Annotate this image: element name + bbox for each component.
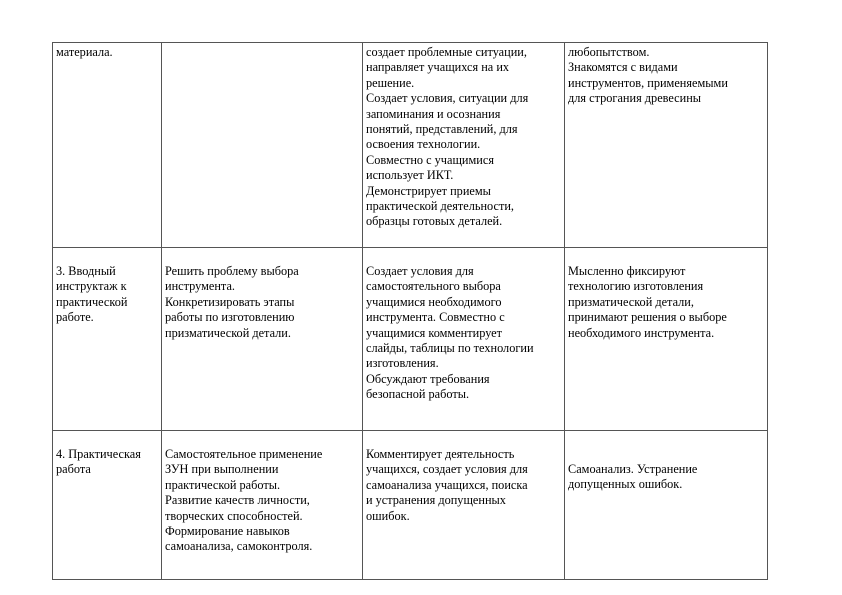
teacher-activity-cell bbox=[363, 248, 565, 431]
cell-line: для строгания древесины bbox=[568, 91, 702, 106]
cell-line: решение. bbox=[366, 75, 415, 90]
cell-line: Самостоятельное применение bbox=[165, 447, 323, 461]
student-activity-cell bbox=[565, 248, 768, 431]
cell-line: самостоятельного выбора bbox=[366, 279, 501, 294]
cell-line: Создает условия для bbox=[366, 264, 474, 278]
lesson-plan-table bbox=[52, 42, 768, 580]
cell-line: Решить проблему выбора bbox=[165, 264, 299, 278]
cell-line: Формирование навыков bbox=[165, 524, 290, 539]
stage-cell bbox=[53, 43, 162, 248]
cell-line: образцы готовых деталей. bbox=[366, 214, 503, 229]
teacher-activity-cell bbox=[363, 43, 565, 248]
cell-line: самоанализа учащихся, поиска bbox=[366, 477, 528, 492]
cell-line: учащимися необходимого bbox=[366, 294, 502, 309]
cell-line: изготовления. bbox=[366, 356, 439, 371]
cell-line: учащихся, создает условия для bbox=[366, 462, 528, 477]
cell-line: Развитие качеств личности, bbox=[165, 493, 310, 508]
cell-line: 4. Практическая bbox=[56, 447, 141, 461]
cell-line: инструментов, применяемыми bbox=[568, 75, 728, 90]
cell-line: Конкретизировать этапы bbox=[165, 294, 295, 309]
cell-line: творческих способностей. bbox=[165, 508, 303, 523]
cell-line: Комментирует деятельность bbox=[366, 447, 515, 461]
cell-line: направляет учащихся на их bbox=[366, 60, 510, 75]
cell-line: работе. bbox=[56, 310, 94, 325]
cell-line: ЗУН при выполнении bbox=[165, 462, 279, 477]
cell-line: практической работы. bbox=[165, 477, 281, 492]
cell-line: Самоанализ. Устранение bbox=[568, 462, 698, 476]
cell-line: создает проблемные ситуации, bbox=[366, 45, 527, 59]
cell-line: Обсуждают требования bbox=[366, 371, 490, 386]
stage-cell bbox=[53, 248, 162, 431]
table-row bbox=[53, 43, 768, 248]
stage-cell bbox=[53, 431, 162, 580]
student-activity-cell bbox=[565, 431, 768, 580]
cell-line: работа bbox=[56, 462, 91, 477]
cell-line: использует ИКТ. bbox=[366, 168, 454, 183]
goals-cell bbox=[162, 248, 363, 431]
cell-line: необходимого инструмента. bbox=[568, 325, 715, 340]
cell-line: инструктаж к bbox=[56, 279, 127, 294]
cell-line: инструмента. bbox=[165, 279, 235, 294]
cell-line: самоанализа, самоконтроля. bbox=[165, 539, 313, 554]
cell-line: допущенных ошибок. bbox=[568, 477, 683, 492]
cell-line: Демонстрирует приемы bbox=[366, 183, 491, 198]
cell-line: безопасной работы. bbox=[366, 387, 470, 402]
cell-line: Знакомятся с видами bbox=[568, 60, 678, 75]
goals-cell bbox=[162, 43, 363, 248]
table-row bbox=[53, 431, 768, 580]
cell-line: ошибок. bbox=[366, 508, 410, 523]
teacher-activity-cell bbox=[363, 431, 565, 580]
cell-line: призматической детали. bbox=[165, 325, 291, 340]
cell-line: практической bbox=[56, 294, 128, 309]
cell-line: Совместно с учащимися bbox=[366, 152, 494, 167]
cell-line: и устранения допущенных bbox=[366, 493, 506, 508]
cell-line: Создает условия, ситуации для bbox=[366, 91, 529, 106]
cell-line: запоминания и осознания bbox=[366, 106, 501, 121]
cell-line: любопытством. bbox=[568, 45, 650, 59]
cell-line: принимают решения о выборе bbox=[568, 310, 727, 325]
student-activity-cell bbox=[565, 43, 768, 248]
cell-line: технологию изготовления bbox=[568, 279, 704, 294]
cell-line: материала. bbox=[56, 45, 113, 59]
cell-line: инструмента. Совместно с bbox=[366, 310, 505, 325]
cell-line: Мысленно фиксируют bbox=[568, 264, 686, 278]
cell-line: слайды, таблицы по технологии bbox=[366, 341, 534, 356]
cell-line: призматической детали, bbox=[568, 294, 694, 309]
cell-line: учащимися комментирует bbox=[366, 325, 503, 340]
cell-line: практической деятельности, bbox=[366, 199, 514, 214]
cell-line: освоения технологии. bbox=[366, 137, 481, 152]
cell-line: 3. Вводный bbox=[56, 264, 116, 278]
table-row bbox=[53, 248, 768, 431]
cell-line: работы по изготовлению bbox=[165, 310, 295, 325]
cell-line: понятий, представлений, для bbox=[366, 122, 518, 137]
goals-cell bbox=[162, 431, 363, 580]
